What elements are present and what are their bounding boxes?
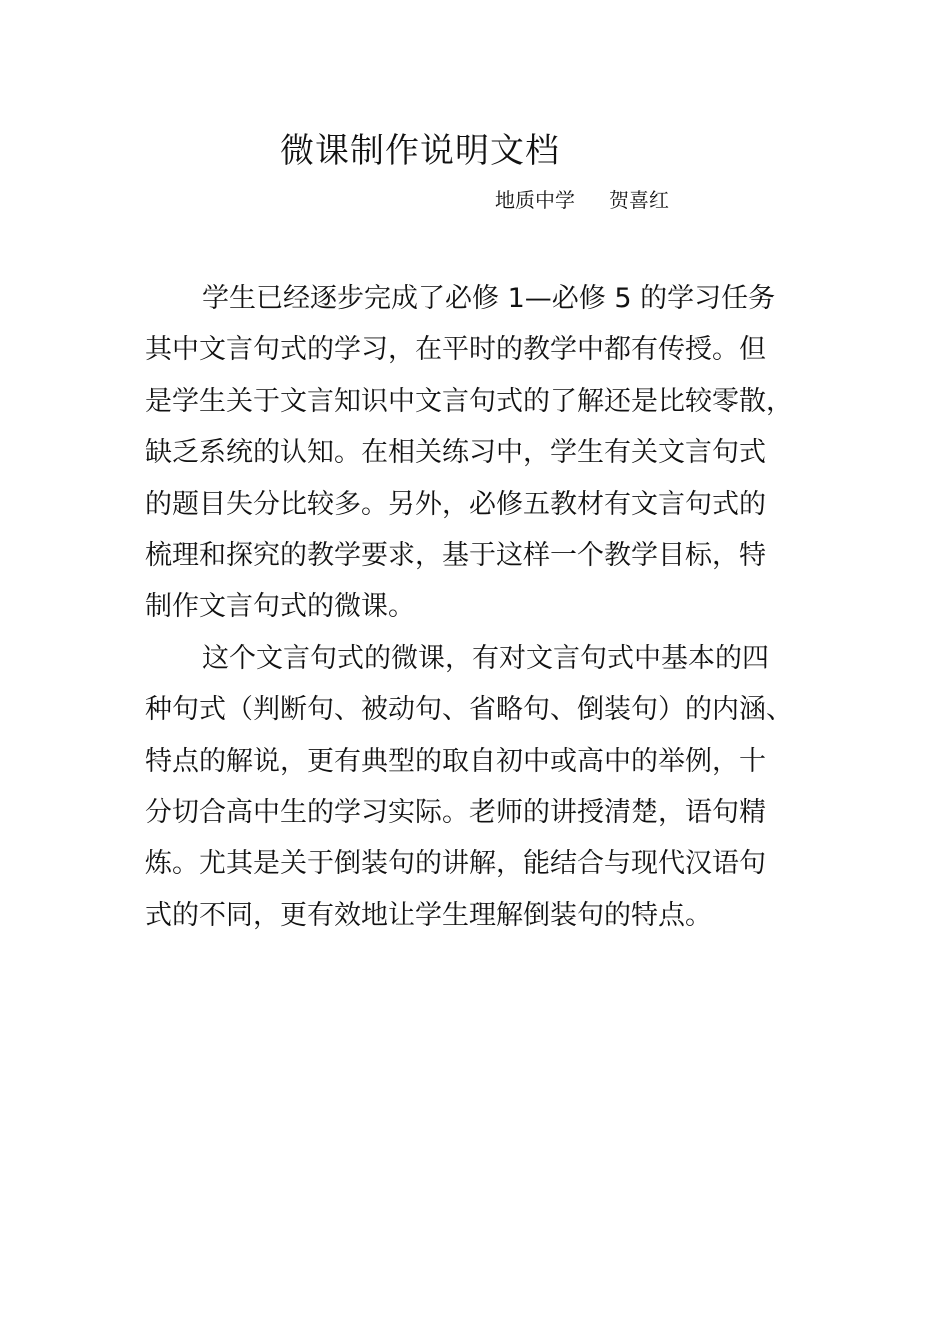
byline — [495, 186, 669, 214]
paragraph-line: 的题目失分比较多。另外，必修五教材有文言句式的 — [145, 488, 766, 520]
paragraph-2 — [145, 639, 835, 947]
document-title: 微课制作说明文档 — [280, 131, 560, 171]
paragraph-line: 分切合高中生的学习实际。老师的讲授清楚，语句精 — [145, 796, 766, 828]
paragraph-line: 是学生关于文言知识中文言句式的了解还是比较零散， — [145, 385, 793, 417]
paragraph-line: 制作文言句式的微课。 — [145, 591, 415, 623]
paragraph-1 — [145, 279, 835, 639]
document-body — [145, 279, 835, 947]
paragraph-line: 学生已经逐步完成了必修 1—必修 5 的学习任务 — [202, 283, 776, 314]
paragraph-line: 其中文言句式的学习，在平时的教学中都有传授。但 — [145, 334, 766, 366]
paragraph-line: 炼。尤其是关于倒装句的讲解，能结合与现代汉语句 — [145, 848, 766, 880]
paragraph-line: 特点的解说，更有典型的取自初中或高中的举例，十 — [145, 745, 766, 777]
byline-school: 地质中学 — [495, 188, 575, 212]
paragraph-line: 种句式（判断句、被动句、省略句、倒装句）的内涵、 — [145, 694, 793, 726]
paragraph-line: 式的不同，更有效地让学生理解倒装句的特点。 — [145, 899, 712, 931]
byline-author: 贺喜红 — [609, 188, 669, 212]
paragraph-line: 缺乏系统的认知。在相关练习中，学生有关文言句式 — [145, 437, 766, 469]
paragraph-line: 这个文言句式的微课，有对文言句式中基本的四 — [202, 642, 769, 674]
paragraph-line: 梳理和探究的教学要求，基于这样一个教学目标，特 — [145, 539, 766, 571]
